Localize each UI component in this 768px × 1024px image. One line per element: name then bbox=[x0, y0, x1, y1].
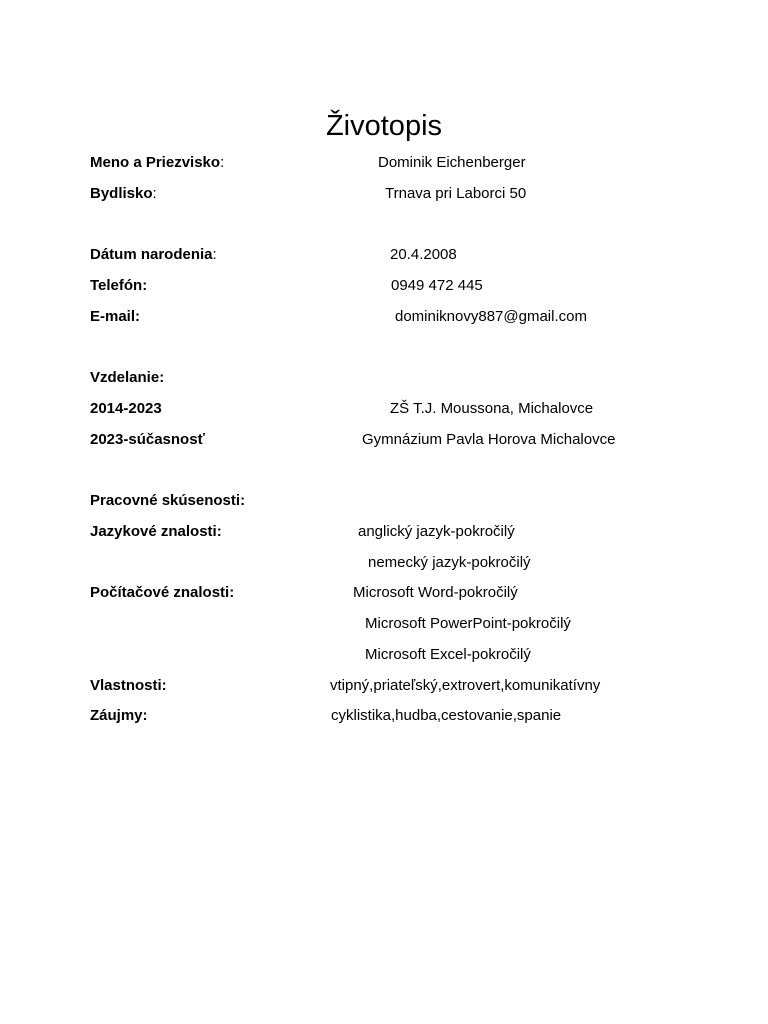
traits-label: Vlastnosti: bbox=[90, 677, 167, 694]
email-value: dominiknovy887@gmail.com bbox=[395, 308, 587, 325]
computer-skills-label: Počítačové znalosti: bbox=[90, 584, 235, 601]
phone-value: 0949 472 445 bbox=[391, 277, 483, 294]
computer-skill-item: Microsoft Word-pokročilý bbox=[353, 584, 518, 601]
education-school: ZŠ T.J. Moussona, Michalovce bbox=[390, 400, 594, 417]
birth-date-value: 20.4.2008 bbox=[390, 246, 457, 263]
interests-label: Záujmy: bbox=[90, 707, 148, 724]
page-title: Životopis bbox=[325, 110, 443, 142]
education-heading-row bbox=[90, 368, 164, 388]
name-label-colon: : bbox=[220, 154, 225, 171]
language-item: anglický jazyk-pokročilý bbox=[358, 523, 515, 540]
education-period-row bbox=[90, 399, 162, 419]
address-label-colon: : bbox=[152, 185, 157, 202]
work-experience-heading: Pracovné skúsenosti: bbox=[90, 492, 246, 509]
education-period: 2023-súčasnosť bbox=[90, 431, 205, 448]
education-period-row bbox=[90, 430, 205, 450]
language-item: nemecký jazyk-pokročilý bbox=[368, 554, 531, 571]
name-label: Meno a Priezvisko bbox=[90, 154, 221, 171]
name-label-row bbox=[90, 153, 224, 173]
education-heading: Vzdelanie: bbox=[90, 369, 165, 386]
interests-value: cyklistika,hudba,cestovanie,spanie bbox=[331, 707, 562, 724]
address-value: Trnava pri Laborci 50 bbox=[385, 185, 527, 202]
languages-label-row bbox=[90, 522, 222, 542]
education-school: Gymnázium Pavla Horova Michalovce bbox=[362, 431, 616, 448]
work-experience-heading-row bbox=[90, 491, 245, 511]
traits-label-row bbox=[90, 676, 167, 696]
languages-label: Jazykové znalosti: bbox=[90, 523, 222, 540]
computer-skill-item: Microsoft Excel-pokročilý bbox=[365, 646, 531, 663]
interests-label-row bbox=[90, 706, 148, 726]
education-period: 2014-2023 bbox=[90, 400, 162, 417]
birth-date-label-row bbox=[90, 245, 217, 265]
address-label-row bbox=[90, 184, 157, 204]
address-label: Bydlisko bbox=[90, 185, 153, 202]
traits-value: vtipný,priateľský,extrovert,komunikatívny bbox=[330, 677, 601, 694]
computer-skill-item: Microsoft PowerPoint-pokročilý bbox=[365, 615, 571, 632]
name-value: Dominik Eichenberger bbox=[378, 154, 526, 171]
birth-date-label: Dátum narodenia bbox=[90, 246, 213, 263]
phone-label: Telefón: bbox=[90, 277, 148, 294]
computer-skills-label-row bbox=[90, 583, 234, 603]
email-label-row bbox=[90, 307, 140, 327]
email-label: E-mail: bbox=[90, 308, 141, 325]
phone-label-row bbox=[90, 276, 147, 296]
birth-date-label-colon: : bbox=[212, 246, 217, 263]
